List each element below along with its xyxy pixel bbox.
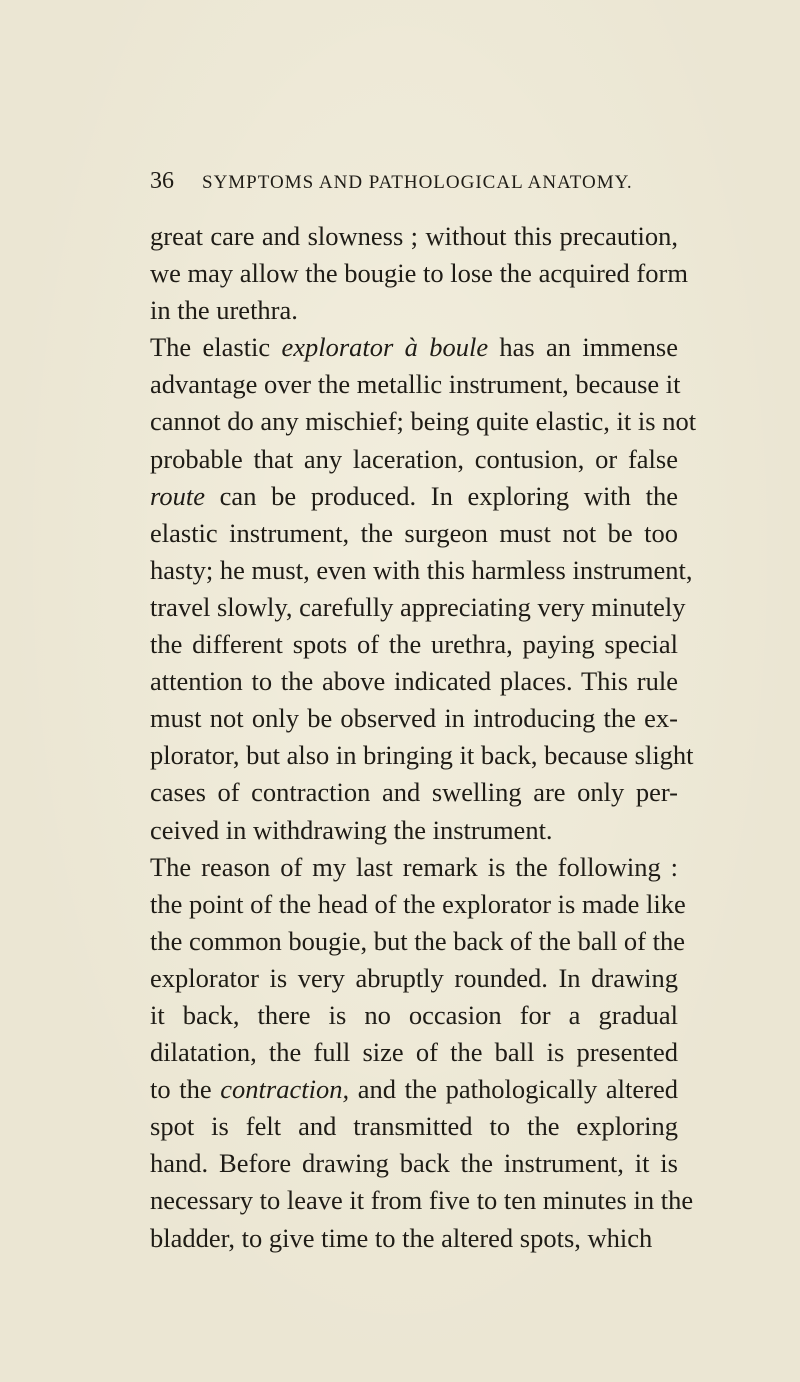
text-line: hasty; he must, even with this harmless instrument,: [150, 554, 693, 585]
text-line: explorator is very abruptly rounded. In drawing: [150, 962, 678, 993]
text-line: plorator, but also in bringing it back, because slight: [150, 740, 694, 771]
text-line: the point of the head of the explorator is made like: [150, 888, 686, 919]
text-line: The reason of my last remark is the following :: [150, 851, 678, 882]
text-segment: and the pathologically altered: [349, 1074, 678, 1105]
text-line: cannot do any mischief; being quite elastic, it is not: [150, 406, 697, 437]
text-line: we may allow the bougie to lose the acquired form: [150, 258, 688, 289]
text-segment: has an immense: [488, 332, 679, 363]
italic-phrase: explorator à boule: [281, 332, 489, 363]
text-line: hand. Before drawing back the instrument, it is: [150, 1148, 678, 1179]
text-line: necessary to leave it from five to ten minutes in the: [150, 1185, 694, 1216]
text-line: [150, 329, 678, 366]
text-line: advantage over the metallic instrument, because it: [150, 369, 681, 400]
text-segment: The elastic: [150, 332, 282, 363]
text-line: bladder, to give time to the altered spots, which: [150, 1222, 653, 1253]
text-line: cases of contraction and swelling are only per-: [150, 777, 678, 808]
italic-phrase: contraction,: [220, 1074, 350, 1105]
text-line: [150, 1071, 678, 1108]
text-line: the different spots of the urethra, paying special: [150, 629, 678, 660]
text-line: in the urethra.: [150, 295, 298, 326]
running-title: SYMPTOMS AND PATHOLOGICAL ANATOMY.: [202, 172, 633, 193]
text-line: dilatation, the full size of the ball is presented: [150, 1037, 678, 1068]
running-head: [150, 168, 710, 195]
text-segment: to the: [150, 1074, 221, 1105]
text-line: must not only be observed in introducing the ex-: [150, 703, 678, 734]
body-text: [150, 218, 697, 1257]
text-line: probable that any laceration, contusion, or false: [150, 443, 678, 474]
text-line: great care and slowness ; without this precaution,: [150, 221, 678, 251]
text-line: it back, there is no occasion for a gradual: [150, 999, 678, 1030]
text-line: elastic instrument, the surgeon must not be too: [150, 517, 678, 548]
text-line: ceived in withdrawing the instrument.: [150, 814, 553, 845]
text-line: [150, 478, 678, 515]
text-line: travel slowly, carefully appreciating very minutely: [150, 591, 686, 622]
italic-phrase: route: [150, 480, 205, 511]
text-segment: can be produced. In exploring with the: [204, 480, 678, 511]
page-number: 36: [150, 168, 174, 194]
text-line: attention to the above indicated places. This rule: [150, 666, 678, 697]
text-line: the common bougie, but the back of the ball of the: [150, 925, 686, 956]
text-line: spot is felt and transmitted to the exploring: [150, 1111, 678, 1142]
